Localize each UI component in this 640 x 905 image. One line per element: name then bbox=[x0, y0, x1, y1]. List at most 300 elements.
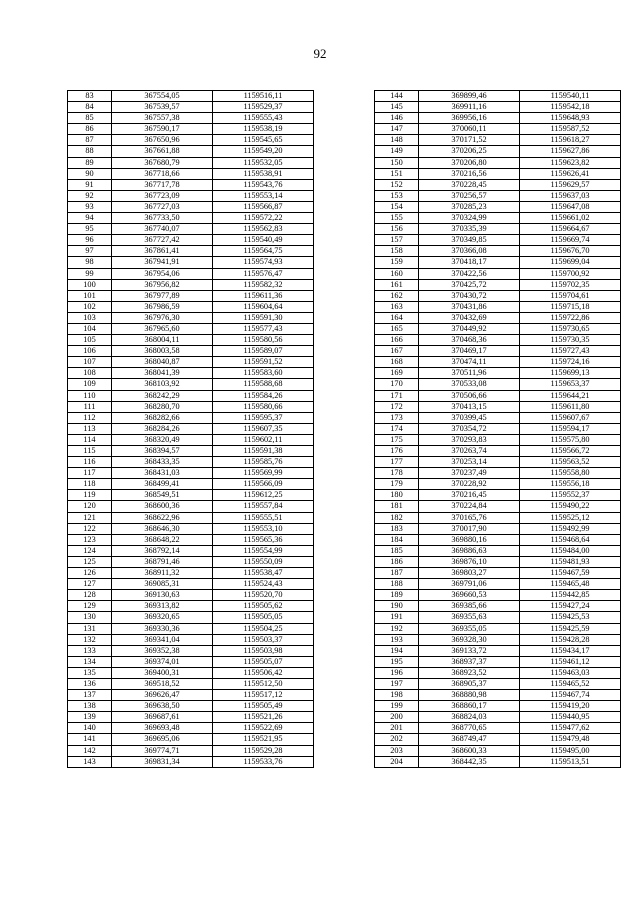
y-coordinate-cell: 1159532,05 bbox=[213, 157, 314, 168]
table-row bbox=[68, 634, 314, 645]
table-row bbox=[68, 379, 314, 390]
table-row bbox=[68, 257, 314, 268]
x-coordinate-cell: 367723,09 bbox=[112, 190, 213, 201]
table-row bbox=[375, 379, 621, 390]
table-row bbox=[375, 335, 621, 346]
y-coordinate-cell: 1159580,66 bbox=[213, 401, 314, 412]
x-coordinate-cell: 368499,41 bbox=[112, 479, 213, 490]
x-coordinate-cell: 369899,46 bbox=[419, 91, 520, 102]
x-coordinate-cell: 370206,80 bbox=[419, 157, 520, 168]
x-coordinate-cell: 370431,86 bbox=[419, 301, 520, 312]
point-number-cell: 123 bbox=[68, 534, 112, 545]
x-coordinate-cell: 370422,56 bbox=[419, 268, 520, 279]
y-coordinate-cell: 1159479,48 bbox=[520, 734, 621, 745]
y-coordinate-cell: 1159434,17 bbox=[520, 645, 621, 656]
point-number-cell: 103 bbox=[68, 312, 112, 323]
x-coordinate-cell: 370216,56 bbox=[419, 168, 520, 179]
y-coordinate-cell: 1159669,74 bbox=[520, 235, 621, 246]
table-row bbox=[68, 201, 314, 212]
x-coordinate-cell: 367650,96 bbox=[112, 135, 213, 146]
point-number-cell: 163 bbox=[375, 301, 419, 312]
table-row bbox=[375, 390, 621, 401]
y-coordinate-cell: 1159461,12 bbox=[520, 656, 621, 667]
x-coordinate-cell: 370418,17 bbox=[419, 257, 520, 268]
x-coordinate-cell: 369876,10 bbox=[419, 556, 520, 567]
point-number-cell: 155 bbox=[375, 213, 419, 224]
x-coordinate-cell: 369660,53 bbox=[419, 590, 520, 601]
y-coordinate-cell: 1159612,25 bbox=[213, 490, 314, 501]
point-number-cell: 170 bbox=[375, 379, 419, 390]
table-row bbox=[375, 357, 621, 368]
point-number-cell: 85 bbox=[68, 113, 112, 124]
point-number-cell: 91 bbox=[68, 179, 112, 190]
x-coordinate-cell: 367727,03 bbox=[112, 201, 213, 212]
y-coordinate-cell: 1159440,95 bbox=[520, 712, 621, 723]
table-row bbox=[68, 501, 314, 512]
x-coordinate-cell: 369385,66 bbox=[419, 601, 520, 612]
y-coordinate-cell: 1159467,74 bbox=[520, 690, 621, 701]
x-coordinate-cell: 367727,42 bbox=[112, 235, 213, 246]
y-coordinate-cell: 1159465,48 bbox=[520, 579, 621, 590]
point-number-cell: 187 bbox=[375, 568, 419, 579]
point-number-cell: 113 bbox=[68, 423, 112, 434]
point-number-cell: 203 bbox=[375, 745, 419, 756]
table-row bbox=[68, 656, 314, 667]
table-row bbox=[68, 601, 314, 612]
y-coordinate-cell: 1159563,52 bbox=[520, 457, 621, 468]
x-coordinate-cell: 369320,65 bbox=[112, 612, 213, 623]
point-number-cell: 199 bbox=[375, 701, 419, 712]
y-coordinate-cell: 1159557,84 bbox=[213, 501, 314, 512]
x-coordinate-cell: 368770,65 bbox=[419, 723, 520, 734]
y-coordinate-cell: 1159505,49 bbox=[213, 701, 314, 712]
point-number-cell: 138 bbox=[68, 701, 112, 712]
point-number-cell: 98 bbox=[68, 257, 112, 268]
table-row bbox=[375, 146, 621, 157]
x-coordinate-cell: 369355,63 bbox=[419, 612, 520, 623]
point-number-cell: 144 bbox=[375, 91, 419, 102]
table-row bbox=[68, 268, 314, 279]
point-number-cell: 101 bbox=[68, 290, 112, 301]
x-coordinate-cell: 370533,08 bbox=[419, 379, 520, 390]
y-coordinate-cell: 1159428,28 bbox=[520, 634, 621, 645]
x-coordinate-cell: 368394,57 bbox=[112, 446, 213, 457]
y-coordinate-cell: 1159481,93 bbox=[520, 556, 621, 567]
y-coordinate-cell: 1159552,37 bbox=[520, 490, 621, 501]
table-row bbox=[375, 523, 621, 534]
table-row bbox=[68, 468, 314, 479]
y-coordinate-cell: 1159562,83 bbox=[213, 224, 314, 235]
point-number-cell: 202 bbox=[375, 734, 419, 745]
point-number-cell: 186 bbox=[375, 556, 419, 567]
point-number-cell: 106 bbox=[68, 346, 112, 357]
point-number-cell: 121 bbox=[68, 512, 112, 523]
x-coordinate-cell: 368320,49 bbox=[112, 434, 213, 445]
y-coordinate-cell: 1159543,76 bbox=[213, 179, 314, 190]
point-number-cell: 149 bbox=[375, 146, 419, 157]
table-row bbox=[375, 745, 621, 756]
x-coordinate-cell: 368824,03 bbox=[419, 712, 520, 723]
table-row bbox=[375, 190, 621, 201]
point-number-cell: 86 bbox=[68, 124, 112, 135]
x-coordinate-cell: 368549,51 bbox=[112, 490, 213, 501]
x-coordinate-cell: 369341,04 bbox=[112, 634, 213, 645]
point-number-cell: 145 bbox=[375, 102, 419, 113]
table-row bbox=[68, 213, 314, 224]
x-coordinate-cell: 367680,79 bbox=[112, 157, 213, 168]
point-number-cell: 194 bbox=[375, 645, 419, 656]
table-row bbox=[375, 312, 621, 323]
point-number-cell: 118 bbox=[68, 479, 112, 490]
table-row bbox=[375, 368, 621, 379]
point-number-cell: 166 bbox=[375, 335, 419, 346]
table-row bbox=[68, 113, 314, 124]
x-coordinate-cell: 368600,33 bbox=[419, 745, 520, 756]
table-row bbox=[375, 257, 621, 268]
x-coordinate-cell: 370285,23 bbox=[419, 201, 520, 212]
table-row bbox=[68, 224, 314, 235]
x-coordinate-cell: 370449,92 bbox=[419, 323, 520, 334]
point-number-cell: 193 bbox=[375, 634, 419, 645]
table-row bbox=[375, 457, 621, 468]
point-number-cell: 93 bbox=[68, 201, 112, 212]
table-row bbox=[375, 346, 621, 357]
y-coordinate-cell: 1159545,65 bbox=[213, 135, 314, 146]
y-coordinate-cell: 1159611,80 bbox=[520, 401, 621, 412]
y-coordinate-cell: 1159503,37 bbox=[213, 634, 314, 645]
x-coordinate-cell: 367861,41 bbox=[112, 246, 213, 257]
table-row bbox=[375, 468, 621, 479]
y-coordinate-cell: 1159722,86 bbox=[520, 312, 621, 323]
table-row bbox=[68, 102, 314, 113]
point-number-cell: 189 bbox=[375, 590, 419, 601]
x-coordinate-cell: 367740,07 bbox=[112, 224, 213, 235]
x-coordinate-cell: 368280,70 bbox=[112, 401, 213, 412]
table-row bbox=[375, 590, 621, 601]
y-coordinate-cell: 1159538,19 bbox=[213, 124, 314, 135]
x-coordinate-cell: 370165,76 bbox=[419, 512, 520, 523]
point-number-cell: 151 bbox=[375, 168, 419, 179]
x-coordinate-cell: 369130,63 bbox=[112, 590, 213, 601]
table-row bbox=[68, 401, 314, 412]
point-number-cell: 111 bbox=[68, 401, 112, 412]
y-coordinate-cell: 1159704,61 bbox=[520, 290, 621, 301]
y-coordinate-cell: 1159577,43 bbox=[213, 323, 314, 334]
y-coordinate-cell: 1159699,04 bbox=[520, 257, 621, 268]
point-number-cell: 174 bbox=[375, 423, 419, 434]
x-coordinate-cell: 367557,38 bbox=[112, 113, 213, 124]
table-row bbox=[375, 601, 621, 612]
y-coordinate-cell: 1159585,76 bbox=[213, 457, 314, 468]
x-coordinate-cell: 370349,85 bbox=[419, 235, 520, 246]
y-coordinate-cell: 1159569,99 bbox=[213, 468, 314, 479]
table-row bbox=[68, 346, 314, 357]
table-row bbox=[68, 124, 314, 135]
y-coordinate-cell: 1159463,03 bbox=[520, 667, 621, 678]
x-coordinate-cell: 368242,29 bbox=[112, 390, 213, 401]
point-number-cell: 196 bbox=[375, 667, 419, 678]
table-row bbox=[68, 335, 314, 346]
x-coordinate-cell: 367590,17 bbox=[112, 124, 213, 135]
x-coordinate-cell: 368433,35 bbox=[112, 457, 213, 468]
x-coordinate-cell: 369956,16 bbox=[419, 113, 520, 124]
table-row bbox=[375, 545, 621, 556]
table-row bbox=[375, 678, 621, 689]
point-number-cell: 115 bbox=[68, 446, 112, 457]
table-row bbox=[375, 446, 621, 457]
y-coordinate-cell: 1159538,47 bbox=[213, 568, 314, 579]
table-row bbox=[375, 701, 621, 712]
point-number-cell: 134 bbox=[68, 656, 112, 667]
table-row bbox=[68, 390, 314, 401]
x-coordinate-cell: 370228,45 bbox=[419, 179, 520, 190]
point-number-cell: 102 bbox=[68, 301, 112, 312]
table-row bbox=[375, 113, 621, 124]
table-row bbox=[375, 479, 621, 490]
point-number-cell: 146 bbox=[375, 113, 419, 124]
x-coordinate-cell: 367941,91 bbox=[112, 257, 213, 268]
y-coordinate-cell: 1159618,27 bbox=[520, 135, 621, 146]
table-row bbox=[68, 545, 314, 556]
y-coordinate-cell: 1159595,37 bbox=[213, 412, 314, 423]
point-number-cell: 184 bbox=[375, 534, 419, 545]
table-row bbox=[375, 612, 621, 623]
table-row bbox=[68, 279, 314, 290]
x-coordinate-cell: 370469,17 bbox=[419, 346, 520, 357]
point-number-cell: 182 bbox=[375, 512, 419, 523]
y-coordinate-cell: 1159517,12 bbox=[213, 690, 314, 701]
point-number-cell: 190 bbox=[375, 601, 419, 612]
y-coordinate-cell: 1159730,35 bbox=[520, 335, 621, 346]
table-row bbox=[375, 579, 621, 590]
point-number-cell: 120 bbox=[68, 501, 112, 512]
table-row bbox=[68, 690, 314, 701]
y-coordinate-cell: 1159727,43 bbox=[520, 346, 621, 357]
point-number-cell: 104 bbox=[68, 323, 112, 334]
y-coordinate-cell: 1159589,07 bbox=[213, 346, 314, 357]
point-number-cell: 204 bbox=[375, 756, 419, 767]
point-number-cell: 133 bbox=[68, 645, 112, 656]
y-coordinate-cell: 1159520,70 bbox=[213, 590, 314, 601]
table-row bbox=[375, 512, 621, 523]
point-number-cell: 179 bbox=[375, 479, 419, 490]
point-number-cell: 127 bbox=[68, 579, 112, 590]
y-coordinate-cell: 1159553,10 bbox=[213, 523, 314, 534]
y-coordinate-cell: 1159565,36 bbox=[213, 534, 314, 545]
x-coordinate-cell: 369330,36 bbox=[112, 623, 213, 634]
y-coordinate-cell: 1159676,70 bbox=[520, 246, 621, 257]
y-coordinate-cell: 1159505,05 bbox=[213, 612, 314, 623]
y-coordinate-cell: 1159637,03 bbox=[520, 190, 621, 201]
y-coordinate-cell: 1159538,91 bbox=[213, 168, 314, 179]
point-number-cell: 200 bbox=[375, 712, 419, 723]
x-coordinate-cell: 368622,96 bbox=[112, 512, 213, 523]
x-coordinate-cell: 369352,38 bbox=[112, 645, 213, 656]
point-number-cell: 129 bbox=[68, 601, 112, 612]
y-coordinate-cell: 1159607,35 bbox=[213, 423, 314, 434]
point-number-cell: 112 bbox=[68, 412, 112, 423]
y-coordinate-cell: 1159627,86 bbox=[520, 146, 621, 157]
table-row bbox=[375, 224, 621, 235]
point-number-cell: 201 bbox=[375, 723, 419, 734]
table-row bbox=[68, 745, 314, 756]
y-coordinate-cell: 1159644,21 bbox=[520, 390, 621, 401]
y-coordinate-cell: 1159699,13 bbox=[520, 368, 621, 379]
x-coordinate-cell: 370399,45 bbox=[419, 412, 520, 423]
x-coordinate-cell: 367733,50 bbox=[112, 213, 213, 224]
x-coordinate-cell: 368648,22 bbox=[112, 534, 213, 545]
y-coordinate-cell: 1159602,11 bbox=[213, 434, 314, 445]
y-coordinate-cell: 1159591,38 bbox=[213, 446, 314, 457]
y-coordinate-cell: 1159425,59 bbox=[520, 623, 621, 634]
x-coordinate-cell: 368103,92 bbox=[112, 379, 213, 390]
y-coordinate-cell: 1159505,07 bbox=[213, 656, 314, 667]
x-coordinate-cell: 370511,96 bbox=[419, 368, 520, 379]
x-coordinate-cell: 369374,01 bbox=[112, 656, 213, 667]
point-number-cell: 167 bbox=[375, 346, 419, 357]
point-number-cell: 126 bbox=[68, 568, 112, 579]
table-row bbox=[375, 712, 621, 723]
x-coordinate-cell: 369626,47 bbox=[112, 690, 213, 701]
y-coordinate-cell: 1159512,50 bbox=[213, 678, 314, 689]
point-number-cell: 164 bbox=[375, 312, 419, 323]
y-coordinate-cell: 1159540,49 bbox=[213, 235, 314, 246]
point-number-cell: 110 bbox=[68, 390, 112, 401]
y-coordinate-cell: 1159572,22 bbox=[213, 213, 314, 224]
table-row bbox=[68, 479, 314, 490]
y-coordinate-cell: 1159647,08 bbox=[520, 201, 621, 212]
y-coordinate-cell: 1159549,20 bbox=[213, 146, 314, 157]
x-coordinate-cell: 368282,66 bbox=[112, 412, 213, 423]
x-coordinate-cell: 368905,37 bbox=[419, 678, 520, 689]
table-row bbox=[375, 157, 621, 168]
table-row bbox=[68, 457, 314, 468]
x-coordinate-cell: 368937,37 bbox=[419, 656, 520, 667]
y-coordinate-cell: 1159542,18 bbox=[520, 102, 621, 113]
y-coordinate-cell: 1159566,72 bbox=[520, 446, 621, 457]
y-coordinate-cell: 1159564,75 bbox=[213, 246, 314, 257]
y-coordinate-cell: 1159442,85 bbox=[520, 590, 621, 601]
y-coordinate-cell: 1159566,09 bbox=[213, 479, 314, 490]
table-row bbox=[68, 568, 314, 579]
table-row bbox=[375, 556, 621, 567]
x-coordinate-cell: 369831,34 bbox=[112, 756, 213, 767]
point-number-cell: 92 bbox=[68, 190, 112, 201]
table-row bbox=[68, 723, 314, 734]
table-row bbox=[68, 512, 314, 523]
point-number-cell: 90 bbox=[68, 168, 112, 179]
point-number-cell: 119 bbox=[68, 490, 112, 501]
x-coordinate-cell: 370216,45 bbox=[419, 490, 520, 501]
x-coordinate-cell: 369133,72 bbox=[419, 645, 520, 656]
point-number-cell: 116 bbox=[68, 457, 112, 468]
table-row bbox=[375, 235, 621, 246]
y-coordinate-cell: 1159525,12 bbox=[520, 512, 621, 523]
point-number-cell: 172 bbox=[375, 401, 419, 412]
y-coordinate-cell: 1159591,52 bbox=[213, 357, 314, 368]
x-coordinate-cell: 369791,06 bbox=[419, 579, 520, 590]
point-number-cell: 122 bbox=[68, 523, 112, 534]
y-coordinate-cell: 1159700,92 bbox=[520, 268, 621, 279]
point-number-cell: 130 bbox=[68, 612, 112, 623]
point-number-cell: 140 bbox=[68, 723, 112, 734]
table-row bbox=[68, 246, 314, 257]
y-coordinate-cell: 1159584,26 bbox=[213, 390, 314, 401]
x-coordinate-cell: 368431,03 bbox=[112, 468, 213, 479]
y-coordinate-cell: 1159623,82 bbox=[520, 157, 621, 168]
y-coordinate-cell: 1159513,51 bbox=[520, 756, 621, 767]
point-number-cell: 84 bbox=[68, 102, 112, 113]
table-row bbox=[375, 268, 621, 279]
point-number-cell: 136 bbox=[68, 678, 112, 689]
y-coordinate-cell: 1159550,09 bbox=[213, 556, 314, 567]
point-number-cell: 180 bbox=[375, 490, 419, 501]
point-number-cell: 105 bbox=[68, 335, 112, 346]
table-row bbox=[68, 190, 314, 201]
table-row bbox=[375, 301, 621, 312]
y-coordinate-cell: 1159555,43 bbox=[213, 113, 314, 124]
y-coordinate-cell: 1159724,16 bbox=[520, 357, 621, 368]
y-coordinate-cell: 1159506,42 bbox=[213, 667, 314, 678]
x-coordinate-cell: 370413,15 bbox=[419, 401, 520, 412]
x-coordinate-cell: 368792,14 bbox=[112, 545, 213, 556]
y-coordinate-cell: 1159604,64 bbox=[213, 301, 314, 312]
x-coordinate-cell: 369803,27 bbox=[419, 568, 520, 579]
x-coordinate-cell: 367539,57 bbox=[112, 102, 213, 113]
y-coordinate-cell: 1159516,11 bbox=[213, 91, 314, 102]
table-row bbox=[68, 135, 314, 146]
x-coordinate-cell: 367554,05 bbox=[112, 91, 213, 102]
y-coordinate-cell: 1159533,76 bbox=[213, 756, 314, 767]
point-number-cell: 125 bbox=[68, 556, 112, 567]
x-coordinate-cell: 370425,72 bbox=[419, 279, 520, 290]
table-row bbox=[375, 423, 621, 434]
point-number-cell: 96 bbox=[68, 235, 112, 246]
point-number-cell: 128 bbox=[68, 590, 112, 601]
point-number-cell: 198 bbox=[375, 690, 419, 701]
point-number-cell: 141 bbox=[68, 734, 112, 745]
y-coordinate-cell: 1159594,17 bbox=[520, 423, 621, 434]
table-row bbox=[375, 168, 621, 179]
table-row bbox=[68, 91, 314, 102]
x-coordinate-cell: 370430,72 bbox=[419, 290, 520, 301]
x-coordinate-cell: 369695,06 bbox=[112, 734, 213, 745]
table-row bbox=[68, 290, 314, 301]
point-number-cell: 88 bbox=[68, 146, 112, 157]
x-coordinate-cell: 368791,46 bbox=[112, 556, 213, 567]
table-row bbox=[375, 690, 621, 701]
table-row bbox=[375, 667, 621, 678]
table-row bbox=[68, 667, 314, 678]
x-coordinate-cell: 370506,66 bbox=[419, 390, 520, 401]
y-coordinate-cell: 1159591,30 bbox=[213, 312, 314, 323]
point-number-cell: 95 bbox=[68, 224, 112, 235]
table-row bbox=[68, 534, 314, 545]
point-number-cell: 175 bbox=[375, 434, 419, 445]
x-coordinate-cell: 370354,72 bbox=[419, 423, 520, 434]
page-number: 92 bbox=[313, 46, 327, 61]
y-coordinate-cell: 1159505,62 bbox=[213, 601, 314, 612]
x-coordinate-cell: 369518,52 bbox=[112, 678, 213, 689]
table-row bbox=[68, 368, 314, 379]
table-row bbox=[375, 412, 621, 423]
x-coordinate-cell: 370017,90 bbox=[419, 523, 520, 534]
x-coordinate-cell: 367986,59 bbox=[112, 301, 213, 312]
x-coordinate-cell: 369638,50 bbox=[112, 701, 213, 712]
point-number-cell: 188 bbox=[375, 579, 419, 590]
point-number-cell: 178 bbox=[375, 468, 419, 479]
point-number-cell: 114 bbox=[68, 434, 112, 445]
